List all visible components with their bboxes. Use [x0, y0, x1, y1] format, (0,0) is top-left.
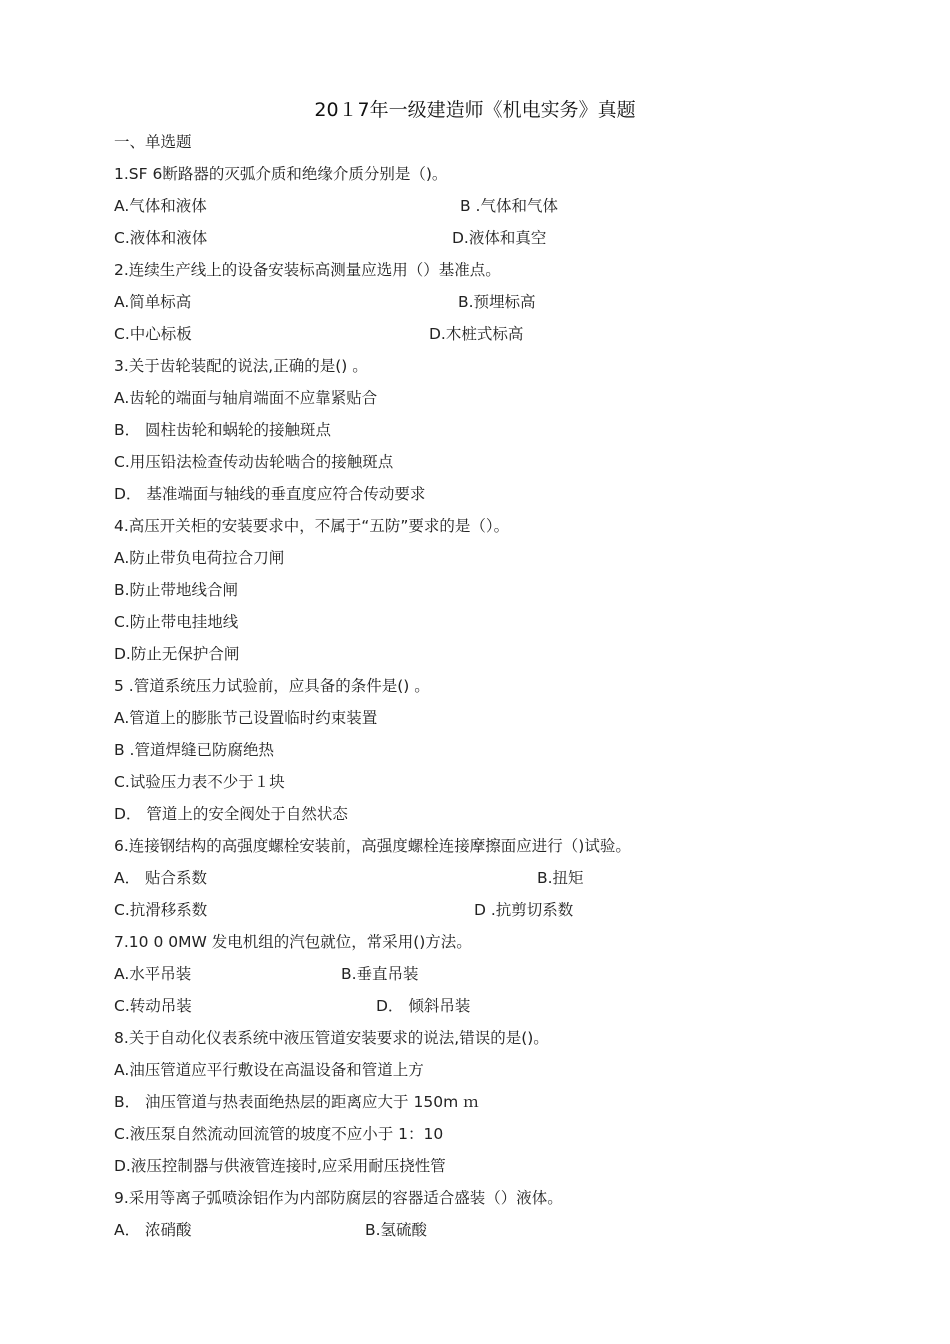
option-c: C.液压泵自然流动回流管的坡度不应小于 1：10: [114, 1125, 444, 1143]
option-a: A.水平吊装: [114, 965, 192, 983]
option-c: C.用压铅法检查传动齿轮啮合的接触斑点: [114, 453, 394, 471]
option-c: C.液体和液体: [114, 229, 208, 247]
option-d: D.液压控制器与供液管连接时,应采用耐压挠性管: [114, 1157, 446, 1175]
question-stem: 8.关于自动化仪表系统中液压管道安装要求的说法,错误的是()。: [114, 1029, 549, 1047]
question-stem: 9.采用等离子弧喷涂铝作为内部防腐层的容器适合盛装（）液体。: [114, 1189, 563, 1207]
question-stem: 7.10 0 0MW 发电机组的汽包就位，常采用()方法。: [114, 933, 472, 951]
option-d: D.液体和真空: [452, 229, 547, 247]
section-heading: 一、单选题: [114, 133, 192, 151]
question-stem: 6.连接钢结构的高强度螺栓安装前，高强度螺栓连接摩擦面应进行（)试验。: [114, 837, 631, 855]
option-a: A.气体和液体: [114, 197, 207, 215]
option-a: A.齿轮的端面与轴肩端面不应靠紧贴合: [114, 389, 378, 407]
option-b: B .气体和气体: [460, 197, 558, 215]
option-c: C.防止带电挂地线: [114, 613, 239, 631]
option-d: D． 管道上的安全阀处于自然状态: [114, 805, 348, 823]
question-stem: 2.连续生产线上的设备安装标高测量应选用（）基准点。: [114, 261, 501, 279]
option-a: A.管道上的膨胀节己设置临时约束装置: [114, 709, 378, 727]
option-d: D． 倾斜吊装: [376, 997, 471, 1015]
question-stem: 5 .管道系统压力试验前，应具备的条件是() 。: [114, 677, 430, 695]
document-title: 20１7年一级建造师《机电实务》真题: [314, 99, 636, 121]
option-d: D .抗剪切系数: [474, 901, 574, 919]
option-b: B.预埋标高: [458, 293, 536, 311]
option-d: D． 基准端面与轴线的垂直度应符合传动要求: [114, 485, 426, 503]
option-a: A． 贴合系数: [114, 869, 208, 887]
option-b: B． 油压管道与热表面绝热层的距离应大于 150m ｍ: [114, 1093, 479, 1111]
question-stem: 3.关于齿轮装配的说法,正确的是() 。: [114, 357, 368, 375]
option-a: A.简单标高: [114, 293, 192, 311]
option-b: B .管道焊缝已防腐绝热: [114, 741, 274, 759]
option-b: B.防止带地线合闸: [114, 581, 239, 599]
option-c: C.中心标板: [114, 325, 192, 343]
option-b: B． 圆柱齿轮和蜗轮的接触斑点: [114, 421, 332, 439]
option-a: A． 浓硝酸: [114, 1221, 192, 1239]
option-b: B.氢硫酸: [365, 1221, 428, 1239]
option-d: D.木桩式标高: [429, 325, 524, 343]
option-b: B.垂直吊装: [341, 965, 419, 983]
question-stem: 4.高压开关柜的安装要求中，不属于“五防”要求的是（）。: [114, 517, 510, 535]
option-c: C.抗滑移系数: [114, 901, 208, 919]
option-a: A.油压管道应平行敷设在高温设备和管道上方: [114, 1061, 424, 1079]
option-c: C.试验压力表不少于１块: [114, 773, 285, 791]
question-stem: 1.SF 6断路器的灭弧介质和绝缘介质分别是（)。: [114, 165, 448, 183]
option-c: C.转动吊装: [114, 997, 192, 1015]
option-a: A.防止带负电荷拉合刀闸: [114, 549, 285, 567]
option-b: B.扭矩: [537, 869, 584, 887]
option-d: D.防止无保护合闸: [114, 645, 240, 663]
